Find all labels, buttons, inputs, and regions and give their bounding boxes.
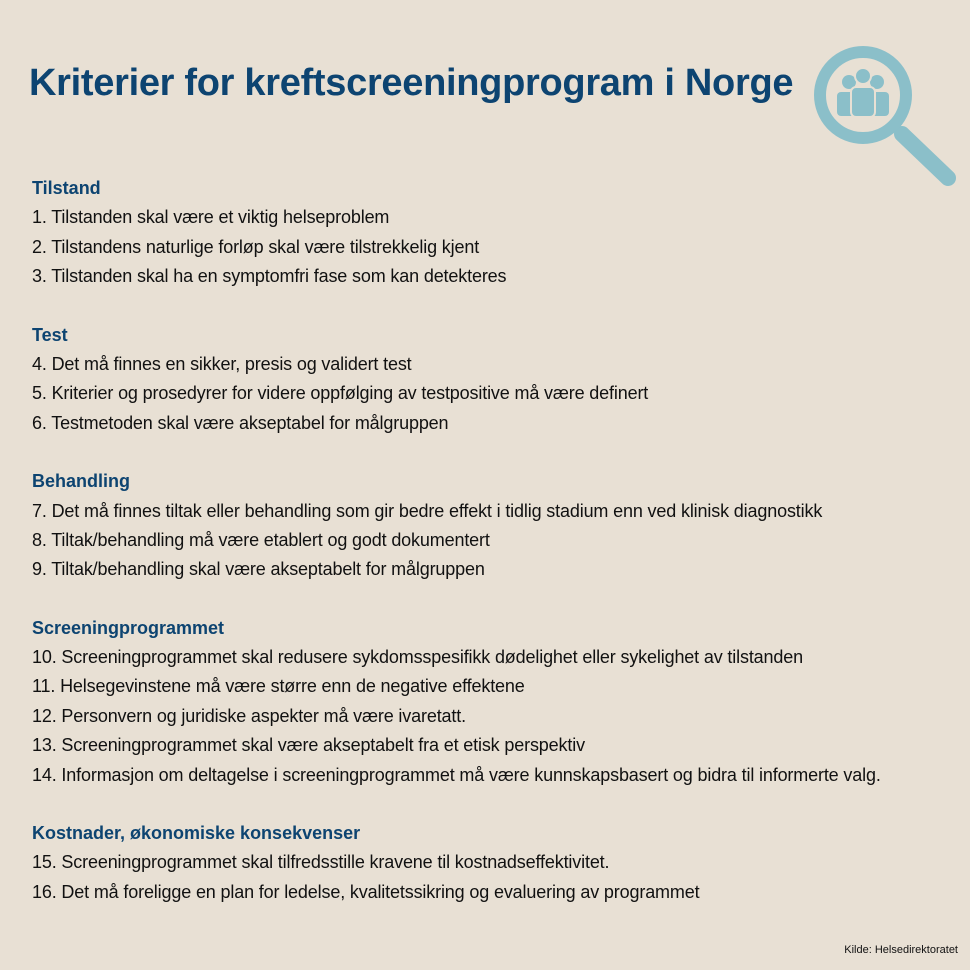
section-screeningprogrammet <box>32 614 967 790</box>
section-heading: Test <box>32 324 68 345</box>
criterion-item: 16. Det må foreligge en plan for ledelse, kvalitetssikring og evaluering av programmet <box>32 881 700 902</box>
criterion-item: 10. Screeningprogrammet skal redusere sykdomsspesifikk dødelighet eller sykelighet av tilstanden <box>32 647 803 668</box>
criterion-item: 13. Screeningprogrammet skal være akseptabelt fra et etisk perspektiv <box>32 735 585 756</box>
section-kostnader <box>32 819 967 907</box>
section-test <box>32 321 967 439</box>
criterion-item: 12. Personvern og juridiske aspekter må være ivaretatt. <box>32 705 466 726</box>
criterion-item: 15. Screeningprogrammet skal tilfredsstille kravene til kostnadseffektivitet. <box>32 852 610 873</box>
criterion-item: 1. Tilstanden skal være et viktig helseproblem <box>32 207 390 228</box>
criterion-item: 2. Tilstandens naturlige forløp skal være tilstrekkelig kjent <box>32 236 480 257</box>
criterion-item: 11. Helsegevinstene må være større enn de negative effektene <box>32 676 525 697</box>
page-title: Kriterier for kreftscreeningprogram i Norge <box>29 62 794 104</box>
criterion-item: 8. Tiltak/behandling må være etablert og godt dokumentert <box>32 529 490 550</box>
criterion-item: 5. Kriterier og prosedyrer for videre oppfølging av testpositive må være definert <box>32 383 649 404</box>
criterion-item: 9. Tiltak/behandling skal være akseptabelt for målgruppen <box>32 559 485 580</box>
criterion-item: 3. Tilstanden skal ha en symptomfri fase som kan detekteres <box>32 266 507 287</box>
section-heading: Behandling <box>32 471 130 492</box>
criterion-item: 7. Det må finnes tiltak eller behandling som gir bedre effekt i tidlig stadium enn ved klinisk diagnostikk <box>32 500 823 521</box>
criteria-list <box>32 174 967 936</box>
section-heading: Tilstand <box>32 178 101 198</box>
section-tilstand <box>32 174 967 292</box>
source-note: Kilde: Helsedirektoratet <box>844 944 958 956</box>
magnifying-glass-people-icon <box>810 42 958 190</box>
criterion-item: 4. Det må finnes en sikker, presis og validert test <box>32 353 412 374</box>
section-heading: Kostnader, økonomiske konsekvenser <box>32 823 361 844</box>
section-heading: Screeningprogrammet <box>32 617 225 638</box>
criterion-item: 6. Testmetoden skal være akseptabel for målgruppen <box>32 412 449 433</box>
criterion-item: 14. Informasjon om deltagelse i screeningprogrammet må være kunnskapsbasert og bidra til informerte valg. <box>32 764 881 785</box>
section-behandling <box>32 467 967 585</box>
